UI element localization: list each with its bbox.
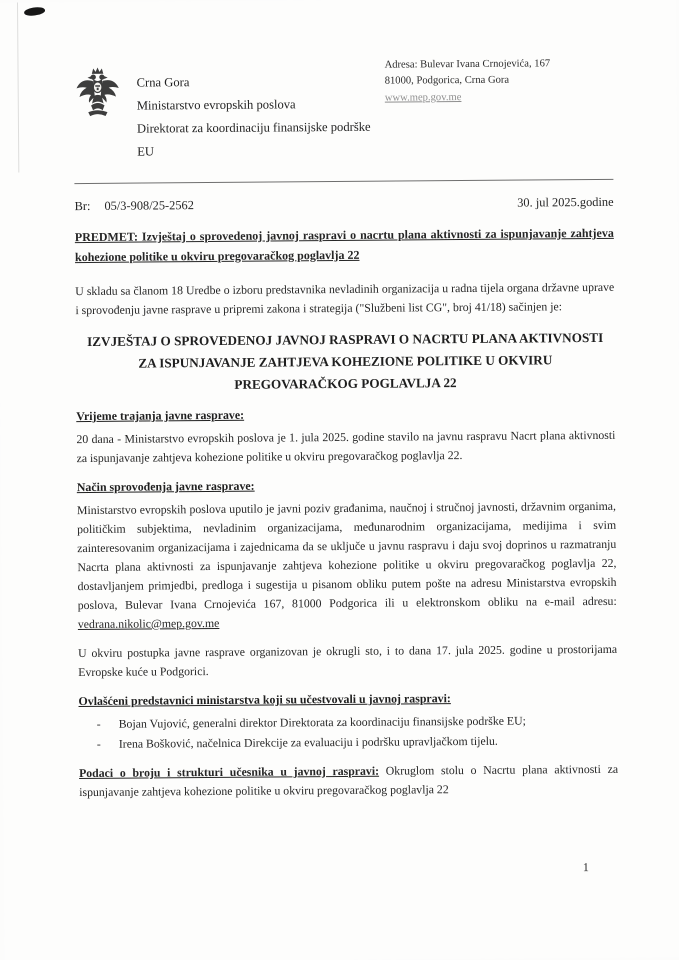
website-link[interactable]: www.mep.gov.me [384, 92, 462, 104]
section-heading-method: Način sprovođenja javne rasprave: [76, 478, 255, 495]
list-item: - Irena Bošković, načelnica Direkcije za evaluaciju i podršku upravljačkom tijelu. [79, 730, 618, 754]
reference-number: 05/3-908/25-2562 [104, 198, 194, 213]
address-line2: 81000, Podgorica, Crna Gora [384, 74, 510, 87]
reference-line [75, 195, 614, 214]
method-text: Ministarstvo evropskih poslova uputilo je javni poziv građanima, naučnoj i stručnoj javnosti, državnim organima, političkim subjektima, nevladinim organizacijama, međunarodnim organizacijama, medijima i svim zainteresovanim organizacijama i zajednicama da se uključe u javnu raspravu i daju svoj doprinos u razmatranju Nacrta plana aktivnosti za ispunjavanje zahtjeva kohezione politike u okviru pregovaračkog poglavlja 22, dostavljanjem primjedbi, predloga i sugestija u pisanom obliku putem pošte na adresu Ministarstva evropskih poslova, Bulevar Ivana Crnojevića 167, 81000 Podgorica ili u elektronskom obliku na e-mail adresu: [76, 498, 617, 613]
section-heading-participants: Podaci o broju i strukturi učesnika u javnoj raspravi: [78, 763, 380, 781]
intro-paragraph: U skladu sa članom 18 Uredbe o izboru predstavnika nevladinih organizacija u radna tijela organa državne uprave i sprovođenju javne rasprave u pripremi zakona i strategija ("Službeni list CG", broj 41/18) sačinjen je: [75, 279, 615, 318]
address-line1: Adresa: Bulevar Ivana Crnojevića, 167 [384, 58, 551, 71]
org-ministry: Ministarstvo evropskih poslova [136, 97, 296, 113]
document-date: 30. jul 2025.godine [517, 194, 614, 210]
list-item: - Bojan Vujović, generalni direktor Direktorata za koordinaciju finansijske podrške EU; [79, 711, 618, 735]
scan-ink-artifact [24, 6, 46, 17]
reference-number-group [75, 198, 194, 214]
roundtable-paragraph: U okviru postupka javne rasprave organizovan je okrugli sto, i to dana 17. jula 2025. godine u prostorijama Evropske kuće u Podgorici. [78, 641, 618, 680]
montenegro-coat-of-arms-icon [73, 66, 122, 164]
representatives-list [79, 711, 618, 754]
organization-block [137, 70, 386, 164]
org-directorate: Direktorat za koordinaciju finansijske podrške EU [136, 119, 371, 159]
email-link[interactable]: vedrana.nikolic@mep.gov.me [77, 615, 220, 632]
duration-paragraph: 20 dana - Ministarstvo evropskih poslova je 1. jula 2025. godine stavilo na javnu raspravu Nacrt plana aktivnosti za ispunjavanje zahtjeva kohezione politike u okviru pregovaračkog poglavlja 22. [76, 427, 616, 466]
address-block [384, 56, 613, 162]
participants-text: Okruglom stolu o Nacrtu plana aktivnosti za ispunjavanje zahtjeva kohezione politike u okviru pregovaračkog poglavlja 22 [79, 761, 619, 800]
participants-paragraph [79, 760, 618, 802]
letterhead-left [73, 54, 385, 164]
method-paragraph [77, 497, 617, 634]
header-divider [74, 179, 613, 184]
section-heading-duration: Vrijeme trajanja javne rasprave: [76, 407, 245, 424]
section-heading-representatives: Ovlašćeni predstavnici ministarstva koji su učestvovali u javnoj raspravi: [78, 691, 451, 709]
org-country: Crna Gora [136, 75, 190, 90]
subject-text: PREDMET: Izvještaj o sprovedenoj javnoj raspravi o nacrtu plana aktivnosti za ispunjavanje zahtjeva kohezione politike u okviru pregovaračkog poglavlja 22 [74, 225, 614, 264]
letterhead [73, 52, 613, 164]
scan-edge-artifact [17, 3, 19, 173]
reference-label: Br: [74, 198, 91, 214]
document-title: IZVJEŠTAJ O SPROVEDENOJ JAVNOJ RASPRAVI O NACRTU PLANA AKTIVNOSTI ZA ISPUNJAVANJE ZAHTJEVA KOHEZIONE POLITIKE U OKVIRU PREGOVARAČKOG POGLAVLJA 22 [87, 329, 604, 392]
subject-line [75, 224, 614, 267]
page-number: 1 [582, 860, 589, 875]
